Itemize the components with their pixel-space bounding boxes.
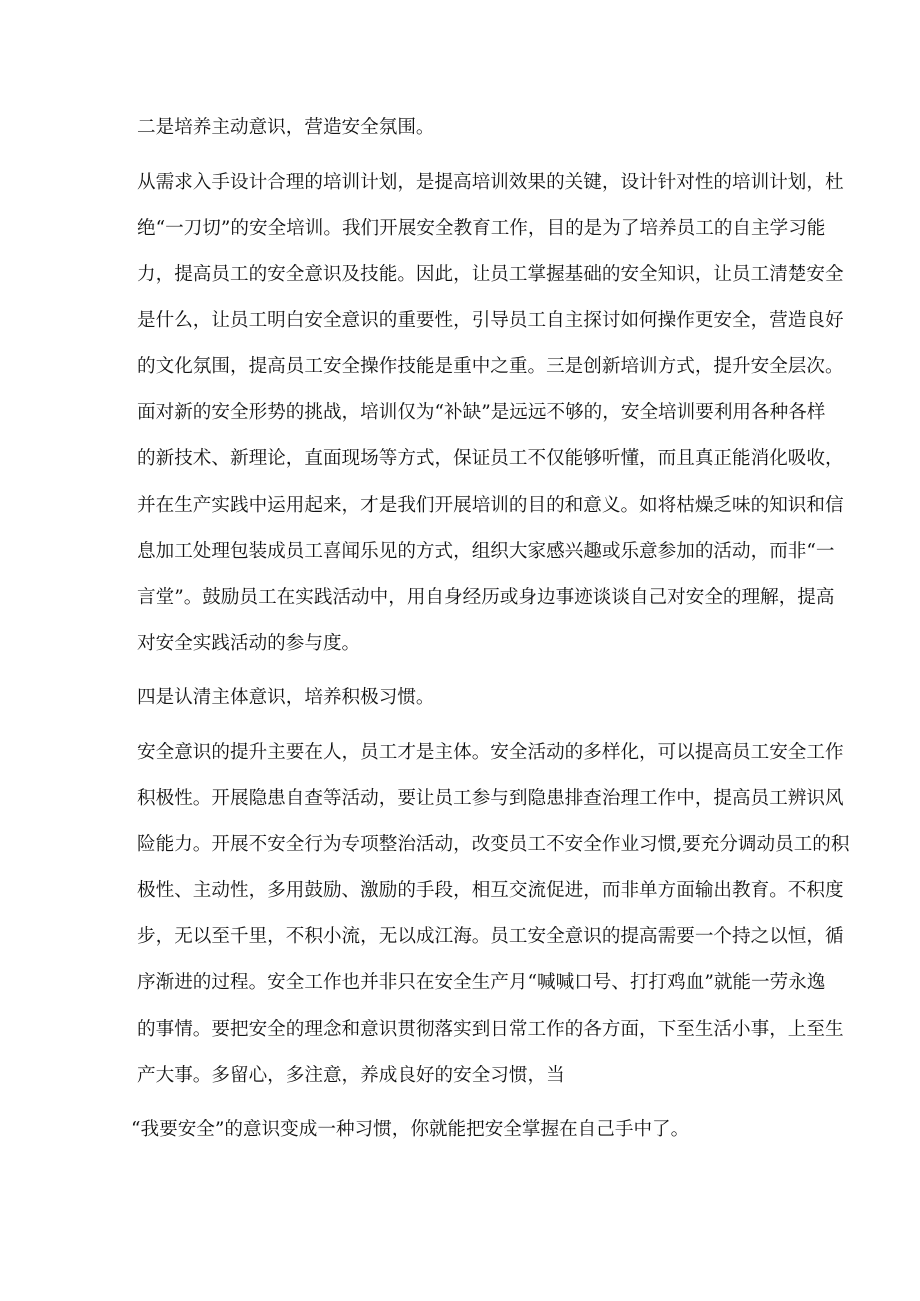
text-line: 四是认清主体意识，培养积极习惯。 bbox=[137, 687, 435, 708]
text-line: 安全意识的提升主要在人，员工才是主体。安全活动的多样化，可以提高员工安全工作 bbox=[137, 742, 844, 763]
text-line: 步，无以至千里，不积小流，无以成江海。员工安全意识的提高需要一个持之以恒，循 bbox=[137, 926, 844, 947]
text-line: 言堂”。鼓励员工在实践活动中，用自身经历或身边事迹谈谈自己对安全的理解，提高 bbox=[137, 587, 835, 608]
text-line: 极性、主动性，多用鼓励、激励的手段，相互交流促进，而非单方面输出教育。不积度 bbox=[137, 880, 844, 901]
text-line: 并在生产实践中运用起来，才是我们开展培训的目的和意义。如将枯燥乏味的知识和信 bbox=[137, 495, 844, 516]
text-line: 险能力。开展不安全行为专项整治活动，改变员工不安全作业习惯,要充分调动员工的积 bbox=[137, 834, 850, 855]
text-line: 息加工处理包装成员工喜闻乐见的方式，组织大家感兴趣或乐意参加的活动，而非“一 bbox=[137, 541, 835, 562]
text-line: 是什么，让员工明白安全意识的重要性，引导员工自主探讨如何操作更安全，营造良好 bbox=[137, 310, 844, 331]
text-line: 二是培养主动意识，营造安全氛围。 bbox=[137, 117, 435, 138]
text-line: 从需求入手设计合理的培训计划，是提高培训效果的关键，设计针对性的培训计划，杜 bbox=[137, 172, 844, 193]
text-line: 的新技术、新理论，直面现场等方式，保证员工不仅能够听懂，而且真正能消化吸收， bbox=[137, 448, 844, 469]
text-line: 的事情。要把安全的理念和意识贯彻落实到日常工作的各方面，下至生活小事，上至生 bbox=[137, 1019, 844, 1040]
text-line: 积极性。开展隐患自查等活动，要让员工参与到隐患排查治理工作中，提高员工辨识风 bbox=[137, 788, 844, 809]
text-line: 绝“一刀切”的安全培训。我们开展安全教育工作，目的是为了培养员工的自主学习能 bbox=[137, 218, 826, 239]
text-line: 的文化氛围，提高员工安全操作技能是重中之重。三是创新培训方式，提升安全层次。 bbox=[137, 356, 844, 377]
text-line: 力，提高员工的安全意识及技能。因此，让员工掌握基础的安全知识，让员工清楚安全 bbox=[137, 264, 844, 285]
text-line: 面对新的安全形势的挑战，培训仅为“补缺”是远远不够的，安全培训要利用各种各样 bbox=[137, 402, 826, 423]
text-line: 产大事。多留心，多注意，养成良好的安全习惯，当 bbox=[137, 1065, 565, 1086]
text-line: “我要安全”的意识变成一种习惯，你就能把安全掌握在自己手中了。 bbox=[131, 1119, 690, 1140]
text-line: 对安全实践活动的参与度。 bbox=[137, 633, 361, 654]
text-line: 序渐进的过程。安全工作也并非只在安全生产月“喊喊口号、打打鸡血”就能一劳永逸 bbox=[137, 972, 826, 993]
